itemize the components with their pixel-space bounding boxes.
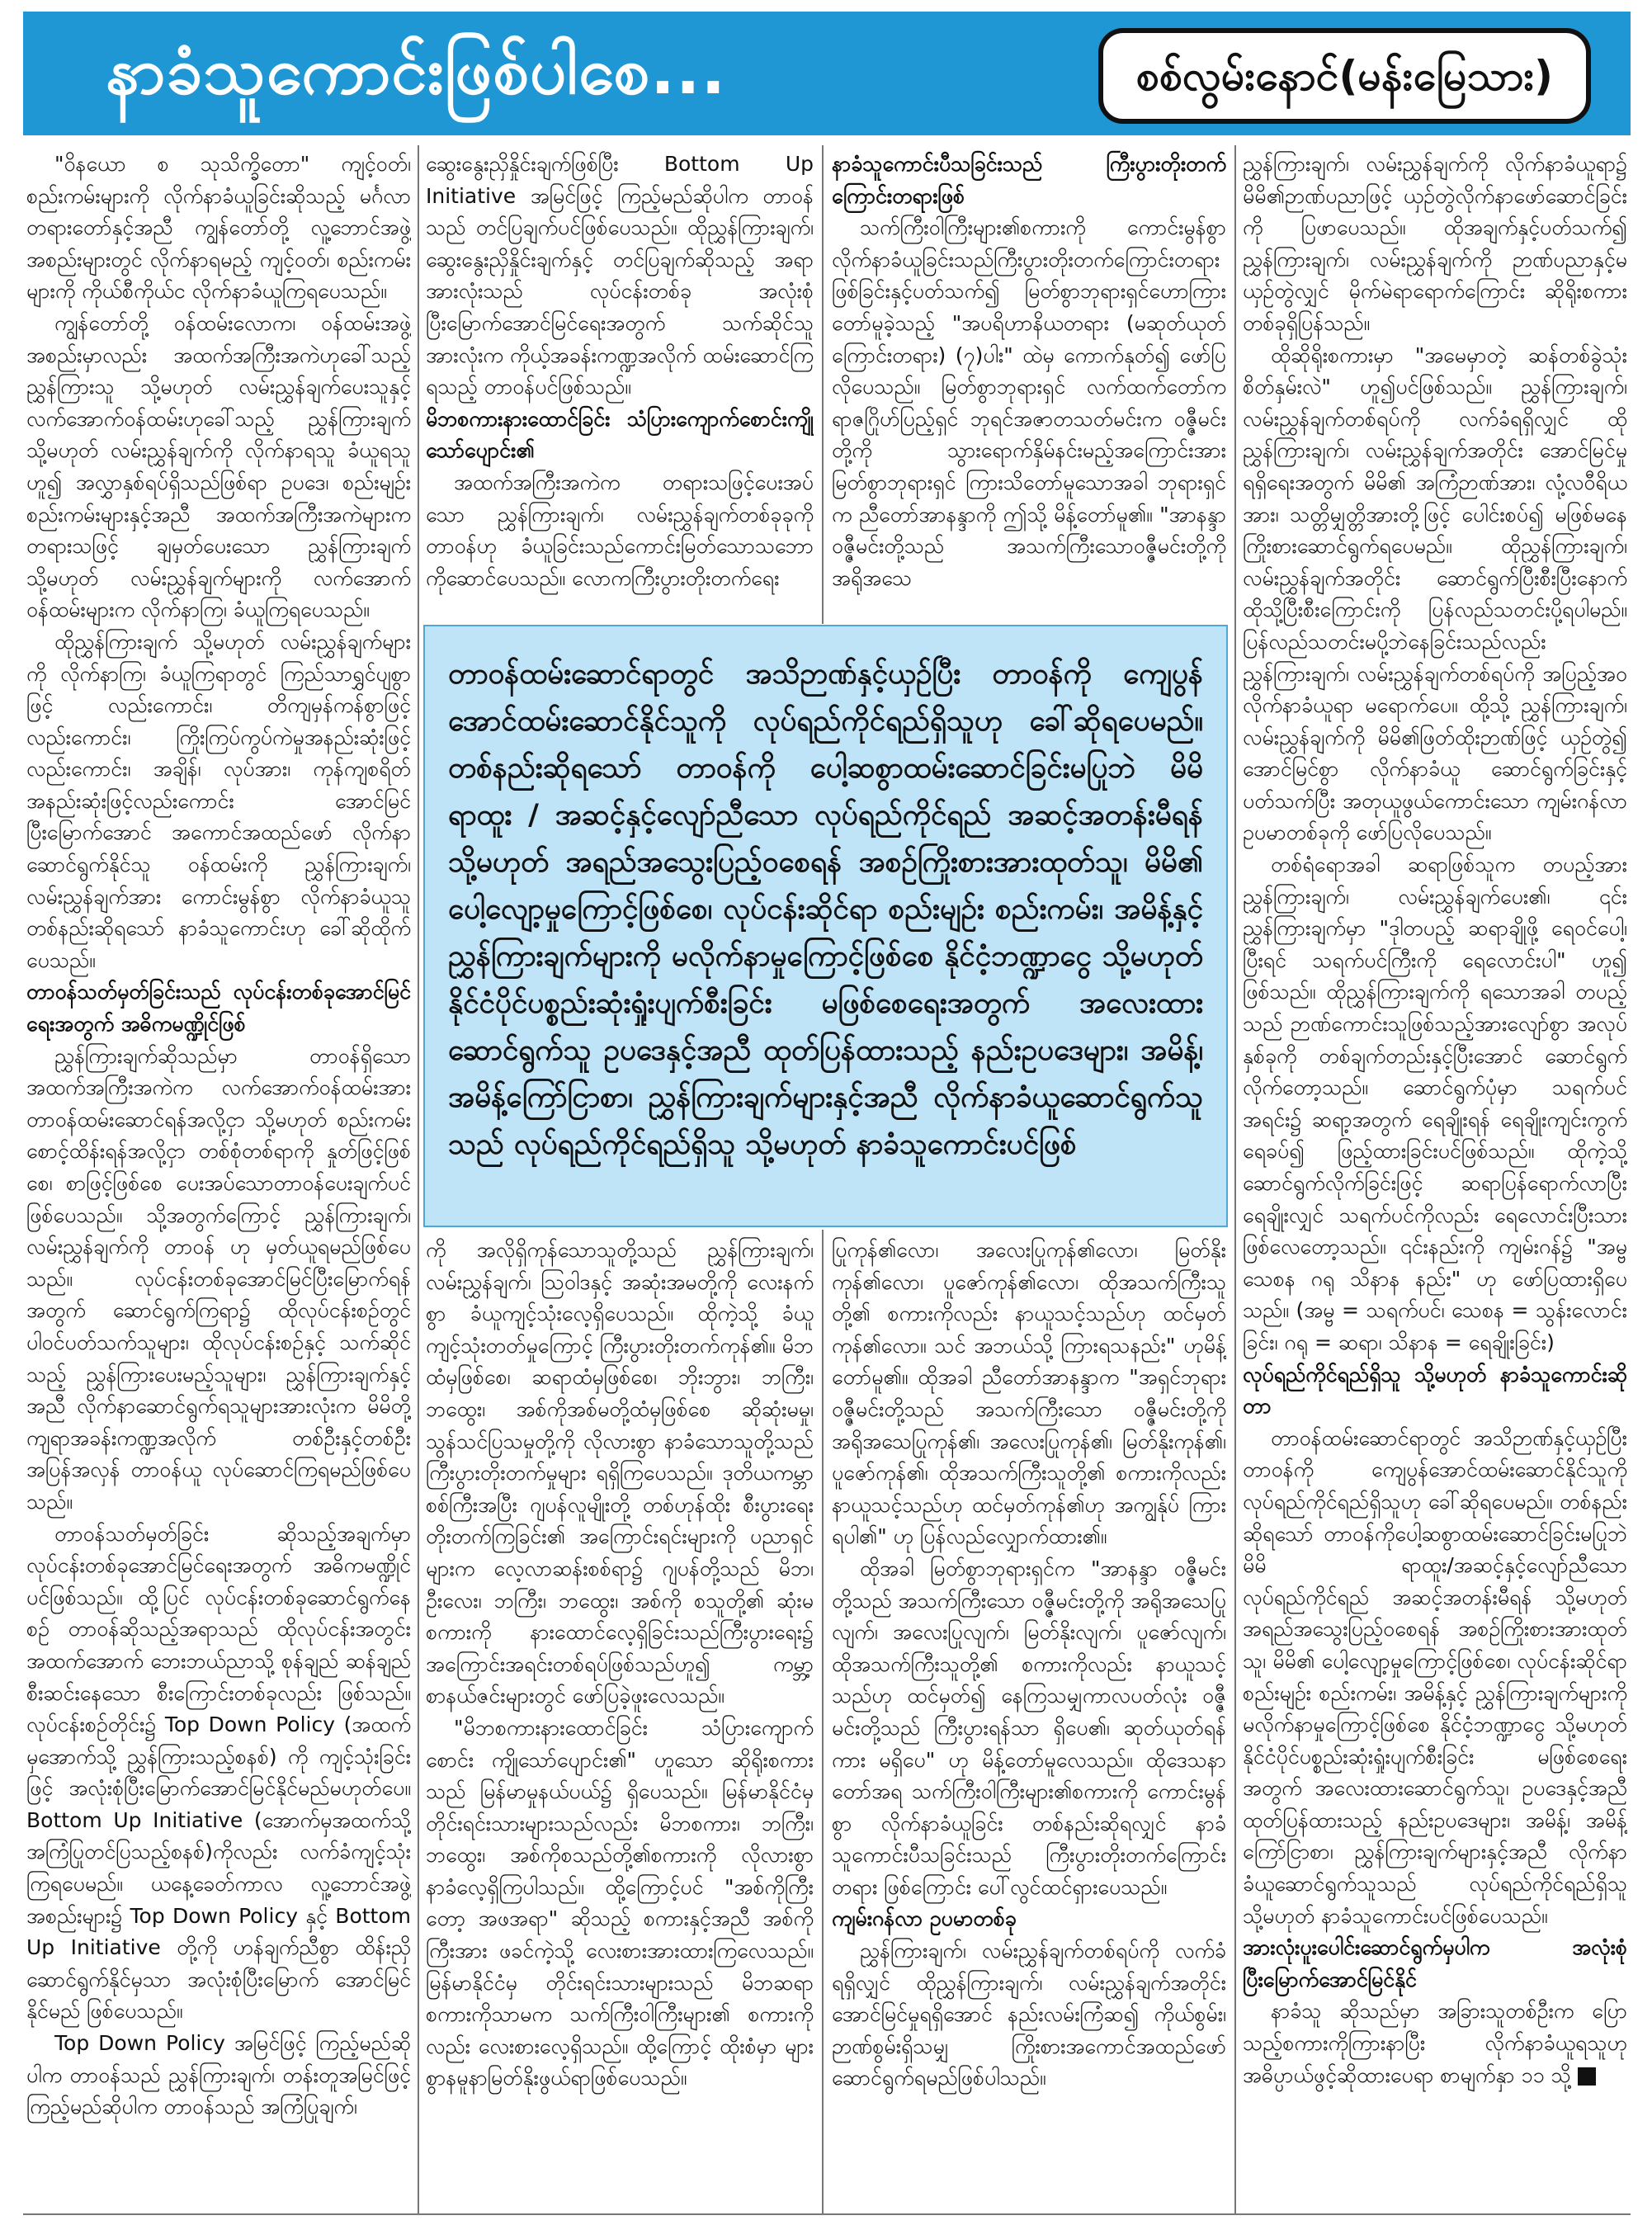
column-2-top bbox=[426, 149, 814, 621]
paragraph: ထိုဆိုရိုးစကားမှာ "အမေမှာတဲ့ ဆန်တစ်ခွဲသုံးစိတ်နှမ်းလဲ" ဟူ၍ပင်ဖြစ်သည်။ ညွှန်ကြားချက်၊ လမ်းညွှန်ချက်တစ်ရပ်ကို လက်ခံရရှိလျှင် ထိုညွှန်ကြားချက်၊ လမ်းညွှန်ချက်အတိုင်း အောင်မြင်မှုရရှိရေးအတွက် မိမိ၏ အကြံဉာဏ်အား၊ လုံ့လဝီရိယအား၊ သတ္တိမျှတ္တိအားတို့ဖြင့် ပေါင်းစပ်၍ မဖြစ်မနေကြိုးစားဆောင်ရွက်ရပေမည်။ ထိုညွှန်ကြားချက်၊ လမ်းညွှန်ချက်အတိုင်း ဆောင်ရွက်ပြီးစီးပြီးနောက် ထိုသို့ပြီးစီးကြောင်းကို ပြန်လည်သတင်းပို့ရပါမည်။ ပြန်လည်သတင်းမပို့ဘဲနေခြင်းသည်လည်း ညွှန်ကြားချက်၊ လမ်းညွှန်ချက်တစ်ရပ်ကို အပြည့်အဝ လိုက်နာခံယူရာ မရောက်ပေ။ ထို့သို့ ညွှန်ကြားချက်၊ လမ်းညွှန်ချက်ကို မိမိ၏ဖြတ်ထိုးဉာဏ်ဖြင့် ယှဉ်တွဲ၍ အောင်မြင်စွာ လိုက်နာခံယူ ဆောင်ရွက်ခြင်းနှင့် ပတ်သက်ပြီး အတုယူဖွယ်ကောင်းသော ကျမ်းဂန်လာ ဥပမာတစ်ခုကို ဖော်ပြလိုပေသည်။ bbox=[1243, 342, 1627, 845]
column-4 bbox=[1243, 149, 1627, 2212]
article-title: နာခံသူကောင်းဖြစ်ပါစေ... bbox=[106, 35, 727, 109]
section-heading: အားလုံးပူးပေါင်းဆောင်ရွက်မှပါက အလုံးစုံပြီးမြောက်အောင်မြင်နိုင် bbox=[1243, 1935, 1627, 1991]
paragraph: ပြုကုန်၏လော၊ အလေးပြုကုန်၏လော၊ မြတ်နိုးကုန်၏လော၊ ပူဇော်ကုန်၏လော၊ ထိုအသက်ကြီးသူတို့၏ စကားကိုလည်း နာယူသင့်သည်ဟု ထင်မှတ်ကုန်၏လော။ သင် အဘယ်သို့ ကြားရသနည်း" ဟုမိန့်တော်မူ၏။ ထိုအခါ ညီတော်အာနန္ဒာက "အရှင်ဘုရား ဝဇ္ဇီမင်းတို့သည် အသက်ကြီးသော ဝဇ္ဇီမင်းတို့ကို အရိုအသေပြုကုန်၏၊ အလေးပြုကုန်၏၊ မြတ်နိုးကုန်၏၊ ပူဇော်ကုန်၏၊ ထိုအသက်ကြီးသူတို့၏ စကားကိုလည်း နာယူသင့်သည်ဟု ထင်မှတ်ကုန်၏ဟု အကျွန်ုပ် ကြားရပါ၏" ဟု ပြန်လည်လျှောက်ထား၏။ bbox=[832, 1238, 1226, 1549]
column-divider bbox=[822, 145, 824, 624]
paragraph: ထိုညွှန်ကြားချက် သို့မဟုတ် လမ်းညွှန်ချက်များကို လိုက်နာကြ၊ ခံယူကြရာတွင် ကြည်သာရွှင်ပျစွာဖြင့် လည်းကောင်း၊ တိကျမှန်ကန်စွာဖြင့် လည်းကောင်း၊ ကြိုးကြပ်ကွပ်ကဲမှုအနည်းဆုံးဖြင့် လည်းကောင်း၊ အချိန်၊ လုပ်အား၊ ကုန်ကျစရိတ် အနည်းဆုံးဖြင့်လည်းကောင်း အောင်မြင်ပြီးမြောက်အောင် အကောင်အထည်ဖော် လိုက်နာဆောင်ရွက်နိုင်သူ ဝန်ထမ်းကို ညွှန်ကြားချက်၊ လမ်းညွှန်ချက်အား ကောင်းမွန်စွာ လိုက်နာခံယူသူ တစ်နည်းဆိုရသော် နာခံသူကောင်းဟု ခေါ်ဆိုထိုက်ပေသည်။ bbox=[26, 629, 411, 972]
paragraph: ညွှန်ကြားချက်၊ လမ်းညွှန်ချက်ကို လိုက်နာခံယူရာ၌ မိမိ၏ဉာဏ်ပညာဖြင့် ယှဉ်တွဲလိုက်နာဖော်ဆောင်ခြင်းကို ပြဖာပေသည်။ ထိုအချက်နှင့်ပတ်သက်၍ ညွှန်ကြားချက်၊ လမ်းညွှန်ချက်ကို ဉာဏ်ပညာနှင့်မယှဉ်တွဲလျှင် မိုက်မဲရာရောက်ကြောင်း ဆိုရိုးစကားတစ်ခုရှိပြန်သည်။ bbox=[1243, 152, 1627, 335]
paragraph: တာဝန်သတ်မှတ်ခြင်း ဆိုသည့်အချက်မှာ လုပ်ငန်းတစ်ခုအောင်မြင်ရေးအတွက် အဓိကမဏ္ဍိုင်ပင်ဖြစ်သည်။ ထို့ပြင် လုပ်ငန်းတစ်ခုဆောင်ရွက်နေစဉ် တာဝန်ဆိုသည့်အရာသည် ထိုလုပ်ငန်းအတွင်း အထက်အောက် ဘေးဘယ်ညာသို့ စုန်ချည် ဆန်ချည် စီးဆင်းနေသော စီးကြောင်းတစ်ခုလည်း ဖြစ်သည်။ လုပ်ငန်းစဉ်တိုင်း၌ Top Down Policy (အထက်မှအောက်သို့ ညွှန်ကြားသည့်စနစ်) ကို ကျင့်သုံးခြင်းဖြင့် အလုံးစုံပြီးမြောက်အောင်မြင်နိုင်မည်မဟုတ်ပေ။ Bottom Up Initiative (အောက်မှအထက်သို့ အကြံပြုတင်ပြသည့်စနစ်)ကိုလည်း လက်ခံကျင့်သုံးကြရပေမည်။ ယနေ့ခေတ်ကာလ လူ့ဘောင်အဖွဲ့အစည်းများ၌ Top Down Policy နှင့် Bottom Up Initiative တို့ကို ဟန်ချက်ညီစွာ ထိန်းညှိဆောင်ရွက်နိုင်မှသာ အလုံးစုံပြီးမြောက် အောင်မြင်နိုင်မည် ဖြစ်ပေသည်။ bbox=[26, 1521, 411, 2024]
section-heading: ကျမ်းဂန်လာ ဥပမာတစ်ခု bbox=[832, 1906, 1017, 1931]
author-byline: စစ်လွမ်းနောင်(မန်းမြေသား) bbox=[1098, 28, 1591, 124]
paragraph: သက်ကြီးဝါကြီးများ၏စကားကို ကောင်းမွန်စွာလိုက်နာခံယူခြင်းသည်ကြီးပွားတိုးတက်ကြောင်းတရားဖြစ်ခြင်းနှင့်ပတ်သက်၍ မြတ်စွာဘုရားရှင်ဟောကြားတော်မူခဲ့သည့် "အပရိဟာနိယတရား (မဆုတ်ယုတ်ကြောင်းတရား) (၇)ပါး" ထဲမှ ကောက်နုတ်၍ ဖော်ပြလိုပေသည်။ မြတ်စွာဘုရားရှင် လက်ထက်တော်က ရာဇဂြိုဟ်ပြည့်ရှင် ဘုရင်အဇာတသတ်မင်းက ဝဇ္ဇီမင်းတို့ကို သွားရောက်နှိမ်နင်းမည့်အကြောင်းအား မြတ်စွာဘုရားရှင် ကြားသိတော်မူသောအခါ ဘုရားရှင်က ညီတော်အာနန္ဒာကို ဤသို့ မိန့်တော်မူ၏။ "အာနန္ဒာ ဝဇ္ဇီမင်းတို့သည် အသက်ကြီးသောဝဇ္ဇီမင်းတို့ကို အရိုအသေ bbox=[832, 215, 1226, 590]
section-heading: လုပ်ရည်ကိုင်ရည်ရှိသူ သို့မဟုတ် နာခံသူကောင်းဆိုတာ bbox=[1243, 1362, 1627, 1419]
section-heading: နာခံသူကောင်းပီသခြင်းသည် ကြီးပွားတိုးတက်ကြောင်းတရားဖြစ် bbox=[832, 152, 1226, 208]
paragraph: အထက်အကြီးအကဲက တရားသဖြင့်ပေးအပ်သော ညွှန်ကြားချက်၊ လမ်းညွှန်ချက်တစ်ခုခုကို တာဝန်ဟု ခံယူခြင်းသည်ကောင်းမြတ်သောသဘောကိုဆောင်ပေသည်။ လောကကြီးပွားတိုးတက်ရေး bbox=[426, 470, 814, 590]
column-2-bottom bbox=[426, 1235, 814, 2212]
column-3-bottom bbox=[832, 1235, 1226, 2212]
paragraph: ညွှန်ကြားချက်ဆိုသည်မှာ တာဝန်ရှိသော အထက်အကြီးအကဲက လက်အောက်ဝန်ထမ်းအား တာဝန်ထမ်းဆောင်ရန်အလို့ငှာ သို့မဟုတ် စည်းကမ်းစောင့်ထိန်းရန်အလို့ငှာ တစ်စုံတစ်ရာကို နှုတ်ဖြင့်ဖြစ်စေ၊ စာဖြင့်ဖြစ်စေ ပေးအပ်သောတာဝန်ပေးချက်ပင်ဖြစ်ပေသည်။ သို့အတွက်ကြောင့် ညွှန်ကြားချက်၊ လမ်းညွှန်ချက်ကို တာဝန် ဟု မှတ်ယူရမည်ဖြစ်ပေသည်။ လုပ်ငန်းတစ်ခုအောင်မြင်ပြီးမြောက်ရန်အတွက် ဆောင်ရွက်ကြရာ၌ ထိုလုပ်ငန်းစဉ်တွင် ပါဝင်ပတ်သက်သူများ၊ ထိုလုပ်ငန်းစဉ်နှင့် သက်ဆိုင်သည့် ညွှန်ကြားပေးမည့်သူများ၊ ညွှန်ကြားချက်နှင့်အညီ လိုက်နာဆောင်ရွက်ရသူများအားလုံးက မိမိတို့ကျရာအခန်းကဏ္ဍအလိုက် တစ်ဦးနှင့်တစ်ဦး အပြန်အလှန် တာဝန်ယူ လုပ်ဆောင်ကြရမည်ဖြစ်ပေသည်။ bbox=[26, 1043, 411, 1514]
column-3-top bbox=[832, 149, 1226, 621]
paragraph: ကျွန်တော်တို့ ဝန်ထမ်းလောက၊ ဝန်ထမ်းအဖွဲ့အစည်းမှာလည်း အထက်အကြီးအကဲဟုခေါ်သည့် ညွှန်ကြားသူ သို့မဟုတ် လမ်းညွှန်ချက်ပေးသူနှင့် လက်အောက်ဝန်ထမ်းဟုခေါ်သည့် ညွှန်ကြားချက် သို့မဟုတ် လမ်းညွှန်ချက်ကို လိုက်နာရသူ ခံယူရသူဟူ၍ အလွှာနှစ်ရပ်ရှိသည်ဖြစ်ရာ ဥပဒေ၊ စည်းမျဉ်း စည်းကမ်းများနှင့်အညီ အထက်အကြီးအကဲများက တရားသဖြင့် ချမှတ်ပေးသော ညွှန်ကြားချက် သို့မဟုတ် လမ်းညွှန်ချက်များကို လက်အောက်ဝန်ထမ်းများက လိုက်နာကြ၊ ခံယူကြရပေသည်။ bbox=[26, 310, 411, 622]
end-square-icon bbox=[1578, 2067, 1596, 2086]
paragraph: ကို အလိုရှိကုန်သောသူတို့သည် ညွှန်ကြားချက်၊ လမ်းညွှန်ချက်၊ ဩဝါဒနှင့် အဆုံးအမတို့ကို လေးနက်စွာ ခံယူကျင့်သုံးလေ့ရှိပေသည်။ ထိုကဲ့သို့ ခံယူကျင့်သုံးတတ်မှုကြောင့် ကြီးပွားတိုးတက်ကုန်၏။ မိဘထံမှဖြစ်စေ၊ ဆရာထံမှဖြစ်စေ၊ ဘိုးဘွား၊ ဘကြီး၊ ဘထွေး၊ အစ်ကိုအစ်မတို့ထံမှဖြစ်စေ ဆိုဆုံးမမှု၊ သွန်သင်ပြသမှုတို့ကို လိုလားစွာ နာခံသောသူတို့သည်ကြီးပွားတိုးတက်မှုများ ရရှိကြပေသည်။ ဒုတိယကမ္ဘာစစ်ကြီးအပြီး ဂျပန်လူမျိုးတို့ တစ်ဟုန်ထိုး စီးပွားရေးတိုးတက်ကြခြင်း၏ အကြောင်းရင်းများကို ပညာရှင်များက လေ့လာဆန်းစစ်ရာ၌ ဂျပန်တို့သည် မိဘ၊ ဦးလေး၊ ဘကြီး၊ ဘထွေး၊ အစ်ကို စသူတို့၏ ဆုံးမစကားကို နားထောင်လေ့ရှိခြင်းသည်ကြီးပွားရေး၌ အကြောင်းအရင်းတစ်ရပ်ဖြစ်သည်ဟူ၍ ကမ္ဘာ့စာနယ်ဇင်းများတွင် ဖော်ပြခဲ့ဖူးလေသည်။ bbox=[426, 1238, 814, 1708]
paragraph: "မိဘစကားနားထောင်ခြင်း သံပြားကျောက်စောင်း ကျိုသော်ပျောင်း၏" ဟူသော ဆိုရိုးစကားသည် မြန်မာမှုနယ်ပယ်၌ ရှိပေသည်။ မြန်မာနိုင်ငံမှ တိုင်းရင်းသားများသည်လည်း မိဘစကား၊ ဘကြီး၊ ဘထွေး၊ အစ်ကိုစသည်တို့၏စကားကို လိုလားစွာ နာခံလေ့ရှိကြပါသည်။ ထို့ကြောင့်ပင် "အစ်ကိုကြီးတော့ အဖအရာ" ဆိုသည့် စကားနှင့်အညီ အစ်ကိုကြီးအား ဖခင်ကဲ့သို့ လေးစားအားထားကြလေသည်။ မြန်မာနိုင်ငံမှ တိုင်းရင်းသားများသည် မိဘဆရာစကားကိုသာမက သက်ကြီးဝါကြီးများ၏ စကားကိုလည်း လေးစားလေ့ရှိသည်။ ထို့ကြောင့် ထိုးစံမှာ များစွာနမူနာမြတ်နိုးဖွယ်ရာဖြစ်ပေသည်။ bbox=[426, 1715, 814, 2090]
section-heading: တာဝန်သတ်မှတ်ခြင်းသည် လုပ်ငန်းတစ်ခုအောင်မြင်ရေးအတွက် အဓိကမဏ္ဍိုင်ဖြစ် bbox=[26, 980, 411, 1037]
column-divider bbox=[822, 1230, 824, 2213]
column-1 bbox=[26, 149, 411, 2212]
paragraph: ထိုအခါ မြတ်စွာဘုရားရှင်က "အာနန္ဒာ ဝဇ္ဇီမင်းတို့သည် အသက်ကြီးသော ဝဇ္ဇီမင်းတို့ကို အရိုအသေပြုလျက်၊ အလေးပြုလျက်၊ မြတ်နိုးလျက်၊ ပူဇော်လျက်၊ ထိုအသက်ကြီးသူတို့၏ စကားကိုလည်း နာယူသင့်သည်ဟု ထင်မှတ်၍ နေကြသမျှကာလပတ်လုံး ဝဇ္ဇီမင်းတို့သည် ကြီးပွားရန်သာ ရှိပေ၏၊ ဆုတ်ယုတ်ရန်ကား မရှိပေ" ဟု မိန့်တော်မူလေသည်။ ထိုဒေသနာတော်အရ သက်ကြီးဝါကြီးများ၏စကားကို ကောင်းမွန်စွာ လိုက်နာခံယူခြင်း တစ်နည်းဆိုရလျှင် နာခံသူကောင်းပီသခြင်းသည် ကြီးပွားတိုးတက်ကြောင်းတရား ဖြစ်ကြောင်း ပေါ်လွင်ထင်ရှားပေသည်။ bbox=[832, 1556, 1226, 1899]
pull-quote: တာဝန်ထမ်းဆောင်ရာတွင် အသိဉာဏ်နှင့်ယှဉ်ပြီး တာဝန်ကို ကျေပွန်အောင်ထမ်းဆောင်နိုင်သူကို လုပ်ရည်ကိုင်ရည်ရှိသူဟု ခေါ်ဆိုရပေမည်။ တစ်နည်းဆိုရသော် တာဝန်ကို ပေါ့ဆစွာထမ်းဆောင်ခြင်းမပြုဘဲ မိမိ ရာထူး / အဆင့်နှင့်လျော်ညီသော လုပ်ရည်ကိုင်ရည် အဆင့်အတန်းမီရန် သို့မဟုတ် အရည်အသွေးပြည့်ဝစေရန် အစဉ်ကြိုးစားအားထုတ်သူ၊ မိမိ၏ ပေါ့လျော့မှုကြောင့်ဖြစ်စေ၊ လုပ်ငန်းဆိုင်ရာ စည်းမျဉ်း စည်းကမ်း၊ အမိန့်နှင့် ညွှန်ကြားချက်များကို မလိုက်နာမှုကြောင့်ဖြစ်စေ နိုင်ငံ့ဘဏ္ဍာငွေ သို့မဟုတ် နိုင်ငံပိုင်ပစ္စည်းဆုံးရှုံးပျက်စီးခြင်း မဖြစ်စေရေးအတွက် အလေးထားဆောင်ရွက်သူ ဥပဒေနှင့်အညီ ထုတ်ပြန်ထားသည့် နည်းဥပဒေများ၊ အမိန့်၊ အမိန့်ကြော်ငြာစာ၊ ညွှန်ကြားချက်များနှင့်အညီ လိုက်နာခံယူဆောင်ရွက်သူသည် လုပ်ရည်ကိုင်ရည်ရှိသူ သို့မဟုတ် နာခံသူကောင်းပင်ဖြစ် bbox=[423, 625, 1228, 1227]
continuation-text: နာခံသူ ဆိုသည်မှာ အခြားသူတစ်ဦးက ပြောသည့်စကားကိုကြားနာပြီး လိုက်နာခံယူရသူဟု အဓိပ္ပာယ်ဖွင့်ဆိုထားပေရာ စာမျက်နှာ ၁၁ သို့ bbox=[1243, 1999, 1627, 2087]
paragraph: ညွှန်ကြားချက်၊ လမ်းညွှန်ချက်တစ်ရပ်ကို လက်ခံရရှိလျှင် ထိုညွှန်ကြားချက်၊ လမ်းညွှန်ချက်အတိုင်း အောင်မြင်မှုရရှိအောင် နည်းလမ်းကြံဆ၍ ကိုယ်စွမ်း၊ ဉာဏ်စွမ်းရှိသမျှ ကြိုးစားအကောင်အထည်ဖော် ဆောင်ရွက်ရမည်ဖြစ်ပါသည်။ bbox=[832, 1939, 1226, 2090]
paragraph: Top Down Policy အမြင်ဖြင့် ကြည့်မည်ဆိုပါက တာဝန်သည် ညွှန်ကြားချက်၊ တန်းတူအမြင်ဖြင့် ကြည့်မည်ဆိုပါက တာဝန်သည် အကြံပြုချက်၊ bbox=[26, 2031, 411, 2119]
section-heading: မိဘစကားနားထောင်ခြင်း သံပြားကျောက်စောင်းကျိုသော်ပျောင်း၏ bbox=[426, 406, 814, 463]
column-divider bbox=[1234, 145, 1236, 2213]
column-divider bbox=[418, 145, 419, 2213]
paragraph: ဆွေးနွေးညှိနှိုင်းချက်ဖြစ်ပြီး Bottom Up Initiative အမြင်ဖြင့် ကြည့်မည်ဆိုပါက တာဝန်သည် တင်ပြချက်ပင်ဖြစ်ပေသည်။ ထိုညွှန်ကြားချက်၊ ဆွေးနွေးညှိနှိုင်းချက်နှင့် တင်ပြချက်ဆိုသည့် အရာအားလုံးသည် လုပ်ငန်းတစ်ခု အလုံးစုံပြီးမြောက်အောင်မြင်ရေးအတွက် သက်ဆိုင်သူအားလုံးက ကိုယ့်အခန်းကဏ္ဍအလိုက် ထမ်းဆောင်ကြရသည့် တာဝန်ပင်ဖြစ်သည်။ bbox=[426, 152, 814, 399]
paragraph: တစ်ရံရောအခါ ဆရာဖြစ်သူက တပည့်အား ညွှန်ကြားချက်၊ လမ်းညွှန်ချက်ပေး၏၊ ၎င်းညွှန်ကြားချက်မှာ "ဒုါတပည့် ဆရာချိုဖို့ ရေဝင်ပေါ့၊ ပြီးရင် သရက်ပင်ကြီးကို ရေလောင်းပါ" ဟူ၍ ဖြစ်သည်။ ထိုညွှန်ကြားချက်ကို ရသောအခါ တပည့်သည် ဉာဏ်ကောင်းသူဖြစ်သည့်အားလျော်စွာ အလုပ်နှစ်ခုကို တစ်ချက်တည်းနှင့်ပြီးအောင် ဆောင်ရွက်လိုက်တော့သည်။ ဆောင်ရွက်ပုံမှာ သရက်ပင်အရင်း၌ ဆရာ့အတွက် ရေချိုးရန် ရေချိုးကျင်းကွက် ရေခပ်၍ ဖြည့်ထားခြင်းပင်ဖြစ်သည်။ ထိုကဲ့သို့ ဆောင်ရွက်လိုက်ခြင်းဖြင့် ဆရာပြန်ရောက်လာပြီးရေချိုးလျှင် သရက်ပင်ကိုလည်း ရေလောင်းပြီးသားဖြစ်လေတော့သည်။ ၎င်းနည်းကို ကျမ်းဂန်၌ "အမ္ဗ သေစန ဂရု သိနာန နည်း" ဟု ဖော်ပြထားရှိပေသည်။ (အမ္ဗ = သရက်ပင်၊ သေစန = သွန်းလောင်းခြင်း၊ ဂရု = ဆရာ၊ သိနာန = ရေချိုးခြင်း) bbox=[1243, 853, 1627, 1354]
masthead-bar bbox=[23, 12, 1631, 135]
paragraph-continued bbox=[1243, 1996, 1627, 2091]
paragraph: တာဝန်ထမ်းဆောင်ရာတွင် အသိဉာဏ်နှင့်ယှဉ်ပြီး တာဝန်ကို ကျေပွန်အောင်ထမ်းဆောင်နိုင်သူကို လုပ်ရည်ကိုင်ရည်ရှိသူဟု ခေါ်ဆိုရပေမည်။ တစ်နည်းဆိုရသော် တာဝန်ကိုပေါ့ဆစွာထမ်းဆောင်ခြင်းမပြုဘဲ မိမိ ရာထူး/အဆင့်နှင့်လျော်ညီသော လုပ်ရည်ကိုင်ရည် အဆင့်အတန်းမီရန် သို့မဟုတ် အရည်အသွေးပြည့်ဝစေရန် အစဉ်ကြိုးစားအားထုတ်သူ၊ မိမိ၏ ပေါ့လျော့မှုကြောင့်ဖြစ်စေ၊ လုပ်ငန်းဆိုင်ရာ စည်းမျဉ်း စည်းကမ်း၊ အမိန့်နှင့် ညွှန်ကြားချက်များကို မလိုက်နာမှုကြောင့်ဖြစ်စေ နိုင်ငံ့ဘဏ္ဍာငွေ သို့မဟုတ် နိုင်ငံပိုင်ပစ္စည်းဆုံးရှုံးပျက်စီးခြင်း မဖြစ်စေရေးအတွက် အလေးထားဆောင်ရွက်သူ၊ ဥပဒေနှင့်အညီ ထုတ်ပြန်ထားသည့် နည်းဥပဒေများ၊ အမိန့်၊ အမိန့်ကြော်ငြာစာ၊ ညွှန်ကြားချက်များနှင့်အညီ လိုက်နာခံယူဆောင်ရွက်သူသည် လုပ်ရည်ကိုင်ရည်ရှိသူ သို့မဟုတ် နာခံသူကောင်းပင်ဖြစ်ပေသည်။ bbox=[1243, 1425, 1627, 1928]
bottom-rule bbox=[23, 2213, 1631, 2215]
paragraph: "ဝိနယော စ သုသိက္ခိတော" ကျင့်ဝတ်၊ စည်းကမ်းများကို လိုက်နာခံယူခြင်းဆိုသည့် မင်္ဂလာတရားတော်နှင့်အညီ ကျွန်တော်တို့ လူ့ဘောင်အဖွဲ့အစည်းများတွင် လိုက်နာရမည့် ကျင့်ဝတ်၊ စည်းကမ်းများကို ကိုယ်စီကိုယ်င လိုက်နာခံယူကြရပေသည်။ bbox=[26, 152, 411, 304]
